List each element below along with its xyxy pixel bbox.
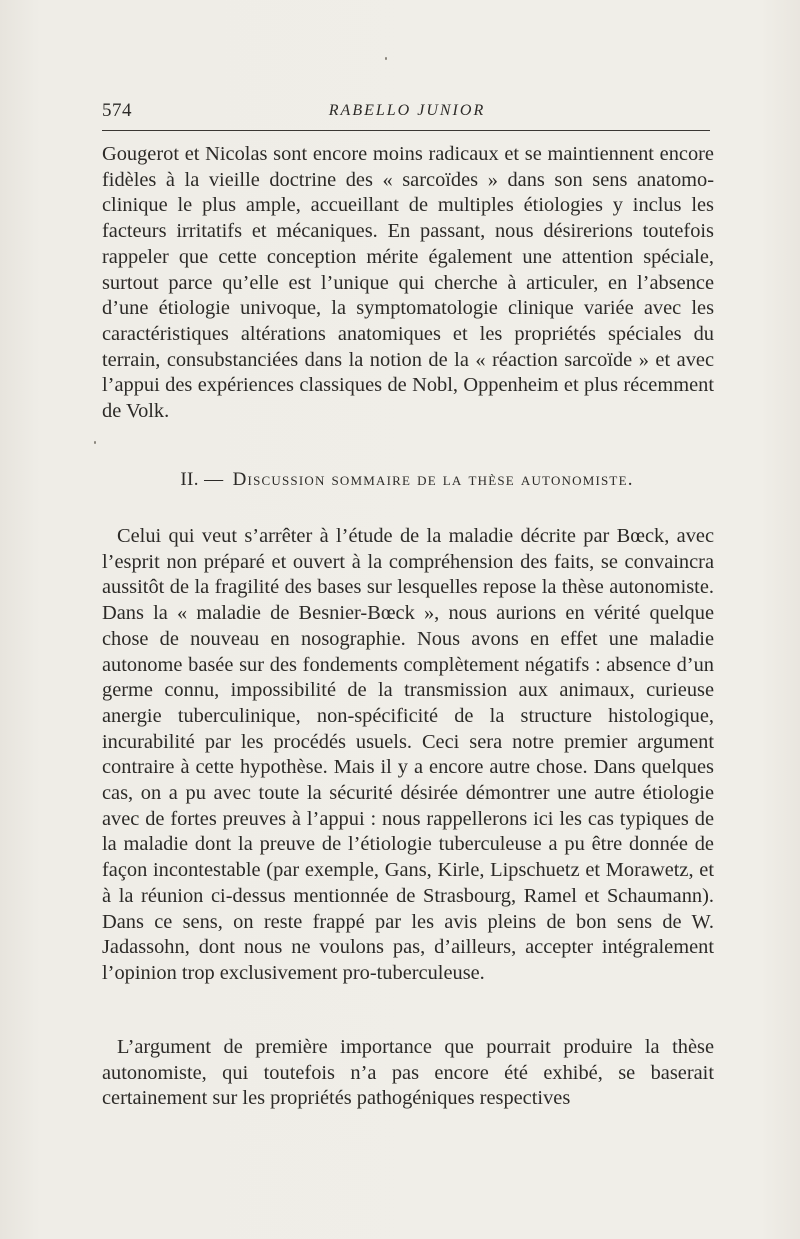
paragraph-1 bbox=[102, 142, 714, 425]
paragraph-1-text: Gougerot et Nicolas sont encore moins radicaux et se maintiennent encore fidèles à la vieille doctrine des « sarcoïdes » dans son sens anatomo-clinique le plus ample, accueillant de multiples étiologies y inclus les facteurs irritatifs et mécaniques. En passant, nous désirerions toutefois rappeler que cette conception mérite également une attention spéciale, surtout parce qu’elle est l’unique qui cherche à articuler, en l’absence d’une étiologie univoque, la symptomatologie clinique variée avec les caractéristiques altérations anatomiques et les propriétés spéciales du terrain, consubstanciées dans la notion de la « réaction sarcoïde » et avec l’appui des expériences classiques de Nobl, Oppenheim et plus récemment de Volk. bbox=[102, 143, 714, 423]
paragraph-2 bbox=[102, 524, 714, 987]
page-number: 574 bbox=[102, 100, 132, 121]
paper-speck bbox=[385, 57, 387, 60]
section-title: Discussion sommaire de la thèse autonomiste. bbox=[232, 469, 634, 490]
paragraph-2-text: Celui qui veut s’arrêter à l’étude de la maladie décrite par Bœck, avec l’esprit non préparé et ouvert à la compréhension des faits, se convaincra aussitôt de la fragilité des bases sur lesquelles repose la thèse autonomiste. Dans la « maladie de Besnier-Bœck », nous aurions en vérité quelque chose de nouveau en nosographie. Nous avons en effet une maladie autonome basée sur des fondements complètement négatifs : absence d’un germe connu, impossibilité de la transmission aux animaux, curieuse anergie tuberculinique, non-spécificité de la structure histologique, incurabilité par les procédés usuels. Ceci sera notre premier argument contraire à cette hypothèse. Mais il y a encore autre chose. Dans quelques cas, on a pu avec toute la sécurité désirée démontrer une autre étiologie avec de fortes preuves à l’appui : nous rappellerons ici les cas typiques de la maladie dont la preuve de l’étiologie tuberculeuse a pu être donnée de façon incontestable (par exemple, Gans, Kirle, Lipschuetz et Morawetz, et à la réunion ci-dessus mentionnée de Strasbourg, Ramel et Schaumann). Dans ce sens, on reste frappé par les avis pleins de bon sens de W. Jadassohn, dont nous ne voulons pas, d’ailleurs, accepter intégralement l’opinion trop exclusivement pro-tuberculeuse. bbox=[102, 525, 714, 984]
running-head: RABELLO JUNIOR bbox=[328, 102, 486, 119]
page-header bbox=[102, 100, 712, 130]
paragraph-3-text: L’argument de première importance que pourrait produire la thèse autonomiste, qui toutefois n’a pas encore été exhibé, se baserait certainement sur les propriétés pathogéniques respectives bbox=[102, 1036, 714, 1110]
section-heading bbox=[102, 469, 712, 491]
paragraph-3 bbox=[102, 1035, 714, 1112]
section-number: II. — bbox=[180, 469, 224, 490]
header-rule bbox=[102, 130, 710, 131]
paper-speck bbox=[94, 441, 96, 444]
